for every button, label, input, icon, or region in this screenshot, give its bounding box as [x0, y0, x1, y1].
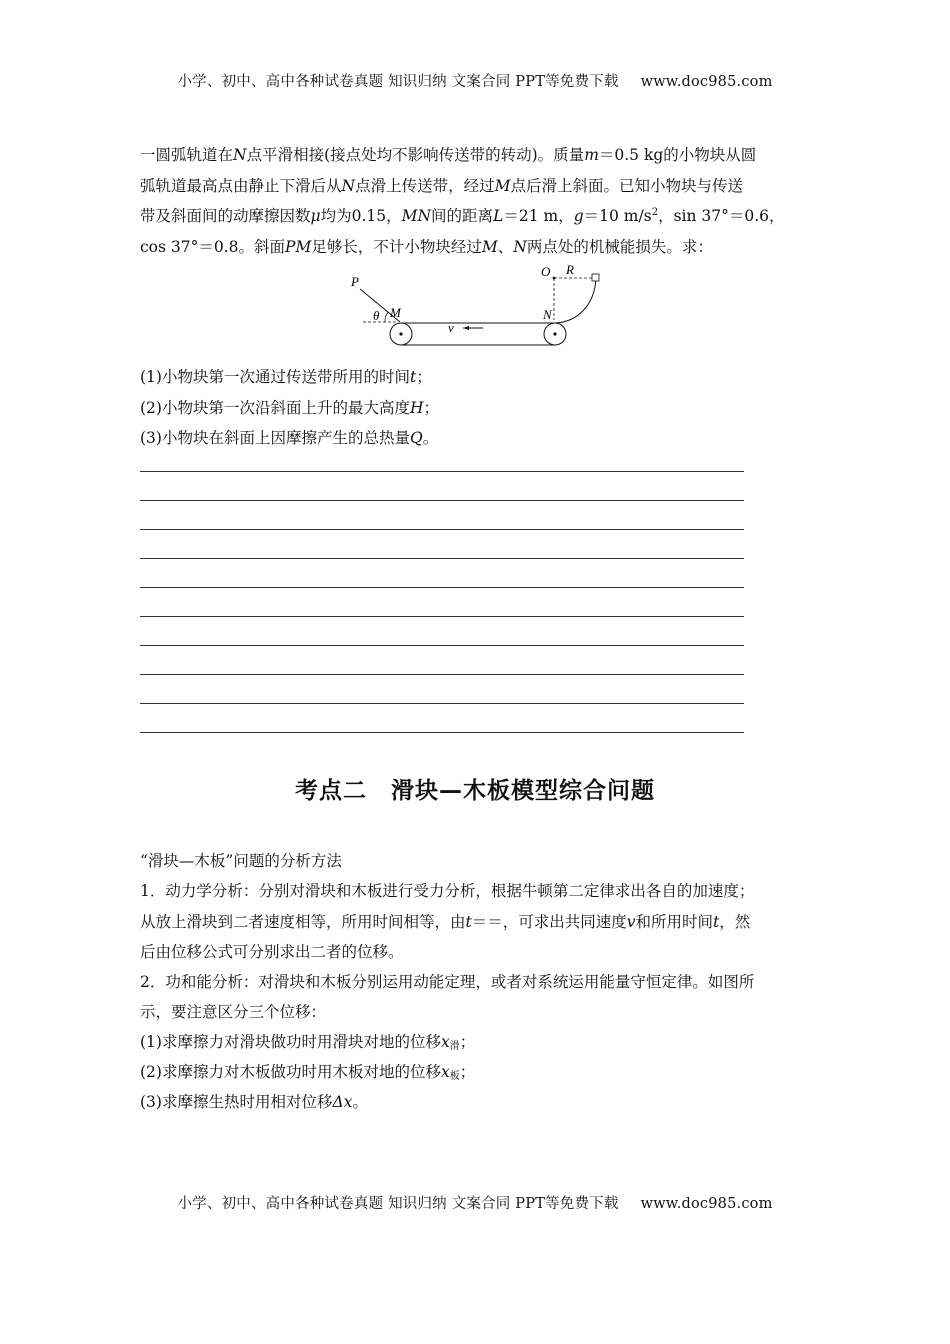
answer-line [140, 529, 744, 530]
point-2-line-2: 示，要注意区分三个位移： [140, 1003, 327, 1021]
question-2: (2)小物块第一次沿斜面上升的最大高度H； [140, 399, 440, 417]
answer-line [140, 616, 744, 617]
center-O [553, 277, 556, 280]
section-title: 考点二 滑块—木板模型综合问题 [295, 778, 655, 804]
answer-line [140, 645, 744, 646]
problem-line-2: 弧轨道最高点由静止下滑后从N点滑上传送带，经过M点后滑上斜面。已知小物块与传送 [140, 177, 743, 195]
angle-arc [385, 312, 388, 322]
answer-line [140, 587, 744, 588]
footer-text: 小学、初中、高中各种试卷真题 知识归纳 文案合同 PPT等免费下载 [177, 1196, 619, 1212]
answer-line [140, 674, 744, 675]
problem-line-3: 带及斜面间的动摩擦因数μ均为0.15，MN间的距离L＝21 m，g＝10 $m/s^2$，sin 37°＝0.6， [140, 206, 785, 225]
problem-line-1: 一圆弧轨道在N点平滑相接(接点处均不影响传送带的转动)。质量m＝0.5 kg的小物块从圆 [140, 146, 757, 164]
conveyor-belt-diagram [345, 262, 615, 352]
answer-line [140, 558, 744, 559]
label-v: v [448, 320, 454, 335]
label-O: O [541, 264, 551, 279]
left-pulley-axle [399, 332, 402, 335]
answer-line [140, 471, 744, 472]
item-1: (1)求摩擦力对滑块做功时用滑块对地的位移$x_滑$； [140, 1033, 476, 1052]
velocity-arrowhead [463, 326, 469, 330]
item-3: (3)求摩擦生热时用相对位移Δx。 [140, 1093, 368, 1111]
answer-line [140, 500, 744, 501]
point-2-line-1: 2．功和能分析：对滑块和木板分别运用动能定理，或者对系统运用能量守恒定律。如图所 [140, 973, 755, 991]
item-2: (2)求摩擦力对木板做功时用木板对地的位移$x_板$； [140, 1063, 476, 1082]
problem-line-4: cos 37°＝0.8。斜面PM足够长，不计小物块经过M、N两点处的机械能损失。求： [140, 238, 713, 256]
block [592, 274, 599, 281]
label-M: M [390, 305, 401, 320]
point-1-line-1: 1．动力学分析：分别对滑块和木板进行受力分析，根据牛顿第二定律求出各自的加速度； [140, 882, 755, 900]
circular-track [555, 278, 596, 323]
question-3: (3)小物块在斜面上因摩擦产生的总热量Q。 [140, 429, 439, 447]
label-P: P [351, 274, 359, 289]
page-header [0, 70, 950, 91]
answer-line [140, 732, 744, 733]
label-N: N [543, 307, 552, 322]
section-intro: “滑块—木板”问题的分析方法 [140, 852, 342, 870]
page-footer [0, 1192, 950, 1213]
point-1-line-2: 从放上滑块到二者速度相等，所用时间相等，由t＝＝，可求出共同速度v和所用时间t，然 [140, 913, 751, 931]
header-text: 小学、初中、高中各种试卷真题 知识归纳 文案合同 PPT等免费下载 [177, 74, 619, 90]
question-1: (1)小物块第一次通过传送带所用的时间t； [140, 368, 432, 386]
footer-site: www.doc985.com [640, 1196, 773, 1212]
right-pulley-axle [553, 332, 556, 335]
label-R: R [566, 262, 574, 277]
label-theta: θ [373, 308, 380, 323]
point-1-line-3: 后由位移公式可分别求出二者的位移。 [140, 943, 404, 961]
answer-line [140, 703, 744, 704]
header-site: www.doc985.com [640, 74, 773, 90]
